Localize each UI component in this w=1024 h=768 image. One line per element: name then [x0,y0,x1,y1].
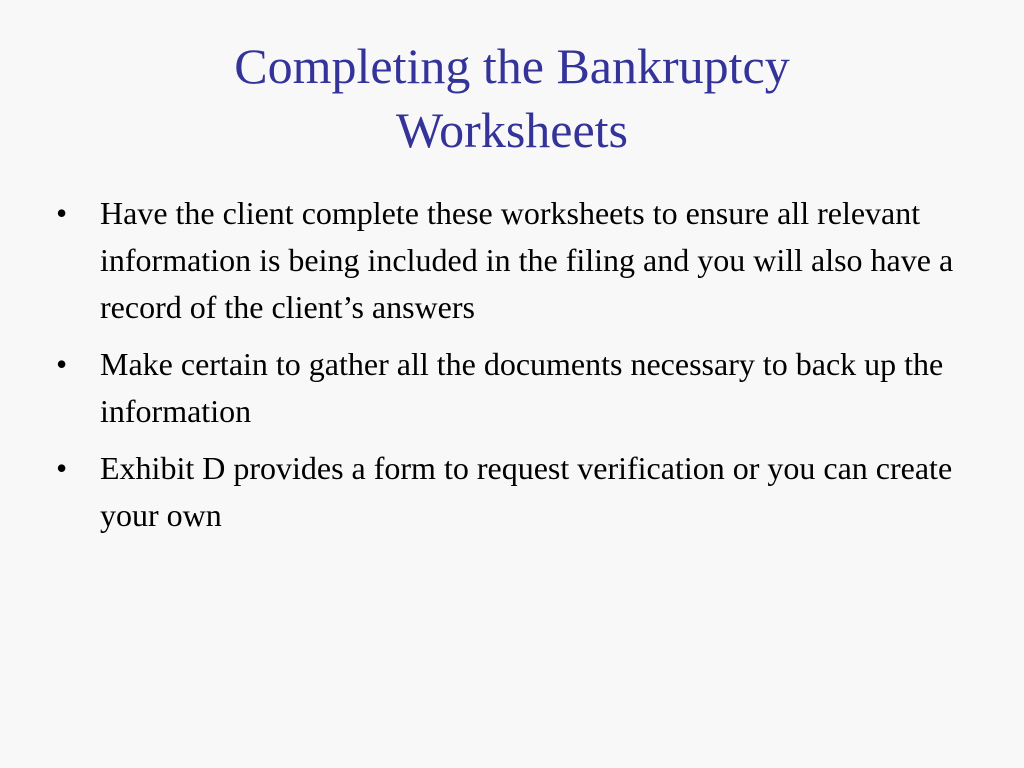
bullet-list [56,190,986,549]
bullet-item [56,445,986,539]
slide-title [0,34,1024,162]
bullet-text: Have the client complete these worksheets to ensure all relevant information is being included in the filing and you will also have a record of the client’s answers [100,195,954,325]
bullet-item [56,190,986,331]
slide-title-line-1: Completing the Bankruptcy [234,38,790,94]
slide-title-line-2: Worksheets [395,102,629,158]
bullet-icon: • [56,346,68,382]
bullet-icon: • [56,195,68,231]
bullet-item [56,341,986,435]
bullet-text: Exhibit D provides a form to request verification or you can create your own [100,450,953,533]
bullet-text: Make certain to gather all the documents necessary to back up the information [100,346,944,429]
bullet-icon: • [56,450,68,486]
